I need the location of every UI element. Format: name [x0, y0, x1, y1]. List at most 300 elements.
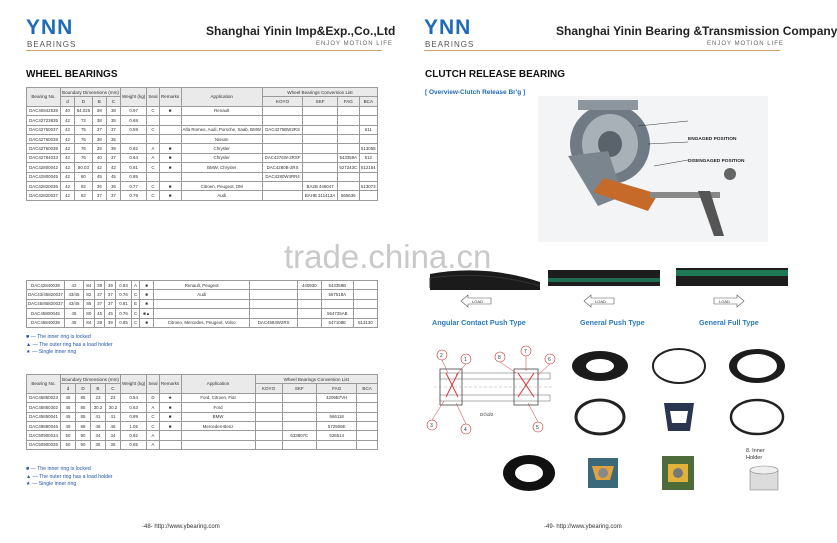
table-cell: A	[147, 440, 159, 449]
table-cell: A	[147, 153, 159, 162]
table-row	[27, 299, 378, 308]
table-cell	[357, 421, 378, 430]
table-cell: 513058	[359, 144, 377, 153]
table-cell	[357, 440, 378, 449]
table-cell: 0.68	[120, 116, 146, 125]
table-cell: 76	[75, 153, 93, 162]
table-cell: 42	[61, 153, 75, 162]
table-cell	[297, 318, 321, 327]
table-cell	[357, 431, 378, 440]
table-cell: DAC42760039	[27, 144, 61, 153]
table-cell	[282, 412, 317, 421]
table-row	[27, 153, 378, 162]
table-cell: DAC4275BW2RS	[262, 125, 302, 134]
brand-logo-sub: BEARINGS	[425, 40, 475, 49]
load-arrow-left-1	[460, 294, 492, 308]
table-cell	[359, 116, 377, 125]
svg-text:LOAD: LOAD	[472, 299, 483, 304]
component-thin-ring	[646, 342, 712, 390]
table-cell: ■	[159, 191, 181, 200]
table-cell: Renault, Peugeot	[153, 281, 250, 290]
table-cell: 23	[90, 393, 105, 402]
table-cell	[359, 134, 377, 143]
conv-col-0: KOYO	[255, 384, 282, 393]
table-cell: A	[147, 431, 159, 440]
table-cell	[262, 144, 302, 153]
table-cell	[250, 281, 297, 290]
table-cell	[282, 393, 317, 402]
component-bearing-section-2	[646, 448, 712, 498]
table-cell: 45	[64, 318, 83, 327]
table-cell: Chrysler	[181, 144, 262, 153]
table-cell: Chrysler	[181, 153, 262, 162]
table-cell	[159, 431, 181, 440]
table-cell: DAC42723835	[27, 116, 61, 125]
conv-col-1: SKF	[282, 384, 317, 393]
table-cell: ★	[159, 393, 181, 402]
table-cell	[255, 440, 282, 449]
table-cell: DAC45850023	[27, 393, 61, 402]
component-cage-segment	[646, 393, 712, 441]
table-cell: 90	[75, 440, 90, 449]
table-cell	[297, 290, 321, 299]
table-cell: 35	[90, 440, 105, 449]
svg-text:8: 8	[498, 355, 501, 361]
table-cell: DAC45800045	[27, 309, 65, 318]
table-cell: DAC42840039	[27, 281, 65, 290]
table-row	[27, 412, 378, 421]
table-2-body	[27, 281, 378, 328]
conv-col-2: FAG	[337, 97, 359, 106]
table-cell: 564725AB	[321, 309, 353, 318]
svg-text:LOAD: LOAD	[719, 299, 730, 304]
table-cell: 1.05	[120, 421, 146, 430]
table-cell: 46	[90, 421, 105, 430]
table-cell: 39	[94, 318, 105, 327]
table-cell: 23	[105, 393, 120, 402]
table-cell: 572506E	[317, 421, 357, 430]
page-footer: -48- http://www.ybearing.com	[142, 524, 220, 530]
table-cell: 37	[106, 125, 120, 134]
table-row	[27, 191, 378, 200]
table-cell	[303, 153, 338, 162]
table-cell	[337, 106, 359, 115]
dim-col-1: D	[75, 97, 93, 106]
table-cell	[353, 309, 377, 318]
dim-col-1: D	[75, 384, 90, 393]
table-cell: DAC49880046	[27, 421, 61, 430]
table-cell: 0.85	[116, 318, 132, 327]
table-cell: BMW	[181, 412, 255, 421]
svg-text:5: 5	[536, 425, 539, 431]
table-cell: 37	[106, 153, 120, 162]
table-cell: 0.64	[120, 153, 146, 162]
table-cell: 0.59	[120, 125, 146, 134]
table-cell: DAC4280B-2RS	[262, 163, 302, 172]
table-cell: 80.03	[75, 163, 93, 172]
brand-logo: YNN	[424, 16, 472, 39]
table-cell: 45	[105, 309, 116, 318]
col-seal: Seal	[147, 375, 159, 394]
motto: ENJOY MOTION LIFE	[316, 41, 393, 47]
table-cell: 35	[106, 116, 120, 125]
table-cell: C	[147, 163, 159, 172]
table-cell: 565636	[337, 191, 359, 200]
table-cell	[359, 191, 377, 200]
table-3-body	[27, 393, 378, 449]
table-cell: 88	[75, 421, 90, 430]
table-cell: 38	[92, 116, 106, 125]
company-name: Shanghai Yinin Bearing &Transmission Company	[556, 24, 837, 38]
table-cell: 41	[105, 412, 120, 421]
table-cell: 35	[105, 440, 120, 449]
table-cell: C	[147, 181, 159, 190]
dim-col-3: C	[105, 384, 120, 393]
table-cell	[250, 299, 297, 308]
table-cell	[262, 134, 302, 143]
brand-logo: YNN	[26, 16, 74, 39]
table-row	[27, 403, 378, 412]
table-cell	[147, 116, 159, 125]
table-cell: 37	[92, 191, 106, 200]
table-cell: 84.025	[75, 106, 93, 115]
table-cell: DAC42764033	[27, 153, 61, 162]
col-dimensions: Boundary Dimensions (mm)	[61, 375, 121, 384]
table-cell: 45	[61, 403, 76, 412]
table-cell	[159, 134, 181, 143]
table-row	[27, 106, 378, 115]
dim-col-3: C	[106, 97, 120, 106]
table-cell: 30.2	[105, 403, 120, 412]
table-cell: 0.81	[120, 163, 146, 172]
table-cell: DAC42760038	[27, 134, 61, 143]
table-row	[27, 144, 378, 153]
table-cell	[255, 412, 282, 421]
table-cell: 512154	[359, 163, 377, 172]
svg-text:2: 2	[440, 353, 443, 359]
table-cell: DAC42800042	[27, 163, 61, 172]
table-cell	[303, 144, 338, 153]
table-cell	[255, 393, 282, 402]
table-cell: 37	[105, 299, 116, 308]
clutch-assembly-diagram	[538, 96, 768, 242]
page-footer-right: -49- http://www.ybearing.com	[544, 524, 622, 530]
table-cell	[255, 431, 282, 440]
legend-1	[26, 334, 113, 357]
table-cell: ■	[159, 144, 181, 153]
engaged-position-label: ENGAGED POSITION	[688, 137, 737, 142]
svg-text:6: 6	[548, 357, 551, 363]
table-cell: 76	[75, 134, 93, 143]
table-cell	[282, 421, 317, 430]
table-cell: 50	[61, 440, 76, 449]
component-seal-ring	[567, 342, 633, 390]
table-cell	[159, 440, 181, 449]
table-cell	[153, 299, 250, 308]
table-cell	[353, 290, 377, 299]
table-cell: 42	[61, 191, 75, 200]
section-title: CLUTCH RELEASE BEARING	[425, 69, 566, 80]
table-cell: DAC50900034	[27, 431, 61, 440]
table-cell: 0.85	[120, 172, 146, 181]
table-cell	[181, 431, 255, 440]
col-weight: Weight (kg)	[120, 375, 146, 394]
table-cell	[357, 412, 378, 421]
header-divider	[26, 50, 382, 51]
table-cell: A	[131, 281, 139, 290]
component-plain-ring	[724, 393, 790, 441]
company-name: Shanghai Yinin Imp&Exp.,Co.,Ltd	[206, 24, 396, 38]
table-cell: DAC45840039	[27, 318, 65, 327]
col-conversion: Wheel Bearings Conversion List	[262, 88, 377, 97]
table-cell	[357, 403, 378, 412]
table-cell: 85	[83, 299, 94, 308]
table-cell: Ford	[181, 403, 255, 412]
table-cell: 39	[106, 144, 120, 153]
col-weight: Weight (kg)	[120, 88, 146, 107]
svg-text:4: 4	[464, 427, 467, 433]
table-cell: 566118	[317, 412, 357, 421]
table-cell: 39	[105, 318, 116, 327]
table-cell	[181, 440, 255, 449]
table-cell	[262, 106, 302, 115]
svg-text:LOAD: LOAD	[595, 299, 606, 304]
table-cell: 45	[106, 172, 120, 181]
col-remarks: Remarks	[159, 88, 181, 107]
table-cell: 513130	[353, 318, 377, 327]
table-cell: DAC42820037	[27, 191, 61, 200]
table-cell: 38	[92, 134, 106, 143]
table-cell	[255, 403, 282, 412]
table-cell: ■	[159, 106, 181, 115]
legend-item: ■ — The inner ring is locked	[26, 334, 91, 340]
wheel-bearing-table-3	[26, 374, 378, 450]
table-cell	[282, 403, 317, 412]
table-cell: 34	[90, 431, 105, 440]
conv-col-2: FAG	[317, 384, 357, 393]
table-cell: 49	[61, 421, 76, 430]
general-full-bearing-image	[676, 266, 788, 288]
table-cell: C	[147, 421, 159, 430]
table-cell: 43/45	[64, 299, 83, 308]
caption-angular-contact: Angular Contact Push Type	[432, 318, 526, 327]
table-cell: 39	[94, 281, 105, 290]
brand-logo-sub: BEARINGS	[27, 40, 77, 49]
component-rubber-seal	[496, 448, 562, 498]
col-bearing-no: Bearing No.	[27, 375, 61, 394]
table-cell: DAC50900035	[27, 440, 61, 449]
table-cell: 0.76	[116, 309, 132, 318]
table-cell: DAC42800045	[27, 172, 61, 181]
table-cell: 0.85	[120, 440, 146, 449]
table-cell: 80	[83, 309, 94, 318]
table-cell	[337, 125, 359, 134]
legend-item: ▲ — The outer ring has a load holder	[26, 473, 113, 480]
legend-item: ★ — Single inner ring	[26, 349, 77, 356]
table-cell: ■	[140, 290, 154, 299]
col-application: Application	[181, 88, 262, 107]
table-cell: DAC43/45820037	[27, 290, 65, 299]
table-cell: Ford, Citroen, Fiat	[181, 393, 255, 402]
legend-item: ■ — The inner ring is locked	[26, 466, 91, 472]
table-cell: 42	[61, 144, 75, 153]
table-cell: 90	[75, 431, 90, 440]
table-cell: C	[147, 191, 159, 200]
table-cell: BMW, Chrysler	[181, 163, 262, 172]
table-cell: 37	[92, 125, 106, 134]
conv-col-0: KOYO	[262, 97, 302, 106]
col-dimensions: Boundary Dimensions (mm)	[61, 88, 121, 97]
table-cell: 38	[106, 106, 120, 115]
table-cell	[317, 440, 357, 449]
legend-2	[26, 466, 113, 489]
table-row	[27, 125, 378, 134]
dim-col-2: B	[92, 97, 106, 106]
table-cell: ■	[159, 163, 181, 172]
conv-col-1: SKF	[303, 97, 338, 106]
dim-col-0: d	[61, 384, 76, 393]
dim-col-2: B	[90, 384, 105, 393]
table-cell	[250, 290, 297, 299]
table-cell: 39	[105, 281, 116, 290]
table-cell	[159, 116, 181, 125]
table-cell	[337, 134, 359, 143]
table-cell	[303, 116, 338, 125]
svg-text:1: 1	[464, 357, 467, 363]
table-cell: 46	[105, 421, 120, 430]
table-cell: DAC45850041	[27, 412, 61, 421]
table-cell: ■	[140, 318, 154, 327]
section-subtitle: [ Overview-Clutch Release Br'g ]	[425, 89, 526, 96]
table-cell	[303, 134, 338, 143]
table-cell: 85	[75, 412, 90, 421]
table-cell: ■	[159, 153, 181, 162]
section-title: WHEEL BEARINGS	[26, 69, 118, 80]
table-cell: C	[147, 125, 159, 134]
inner-holder-label: 8. Inner Holder	[746, 448, 765, 461]
table-cell: C	[147, 412, 159, 421]
wheel-bearing-table-2	[26, 280, 378, 328]
table-cell: 0.89	[120, 412, 146, 421]
table-cell: DAC4276W-2RSF	[262, 153, 302, 162]
table-cell: 72	[75, 116, 93, 125]
table-row	[27, 116, 378, 125]
table-cell: 633807C	[282, 431, 317, 440]
table-1-body	[27, 106, 378, 200]
table-cell	[337, 144, 359, 153]
table-cell: 0.54	[120, 393, 146, 402]
table-cell: 543359A	[337, 153, 359, 162]
table-row	[27, 421, 378, 430]
table-cell: 41	[90, 412, 105, 421]
table-cell: Citroen, Mercedes, Peugeot, Volvo	[153, 318, 250, 327]
table-row	[27, 318, 378, 327]
table-cell	[353, 299, 377, 308]
table-cell: 37	[94, 290, 105, 299]
table-cell	[297, 309, 321, 318]
table-row	[27, 393, 378, 402]
table-cell: 82	[75, 191, 93, 200]
col-application: Application	[181, 375, 255, 394]
table-cell: C	[131, 290, 139, 299]
table-cell: 82	[83, 290, 94, 299]
table-cell: 42	[61, 181, 75, 190]
table-cell	[359, 172, 377, 181]
table-cell: 0.77	[120, 181, 146, 190]
table-row	[27, 181, 378, 190]
table-cell: 527243C	[337, 163, 359, 172]
table-cell: 42	[61, 116, 75, 125]
table-cell: Citroen, Peugeot, DM	[181, 181, 262, 190]
table-cell: 45	[61, 393, 76, 402]
table-cell: 35	[106, 134, 120, 143]
table-cell: ■	[159, 412, 181, 421]
table-cell: 0.81	[116, 299, 132, 308]
table-cell: DAC4584W2RS	[250, 318, 297, 327]
table-row	[27, 172, 378, 181]
watermark: trade.china.cn	[284, 238, 492, 275]
inner-holder-image	[746, 464, 782, 494]
table-cell	[159, 125, 181, 134]
table-cell	[255, 421, 282, 430]
table-cell: 0.63	[120, 403, 146, 412]
table-cell: 0.93	[116, 281, 132, 290]
table-cell: 84	[83, 281, 94, 290]
table-cell: 0.82	[120, 144, 146, 153]
table-cell: 611	[359, 125, 377, 134]
table-cell: 36	[106, 181, 120, 190]
table-cell	[337, 181, 359, 190]
table-cell: 4209B7VH	[317, 393, 357, 402]
table-cell: ■	[159, 181, 181, 190]
table-cell: ■	[140, 281, 154, 290]
legend-item: ▲ — The outer ring has a load holder	[26, 341, 113, 348]
col-remarks: Remarks	[159, 375, 181, 394]
table-cell	[181, 116, 262, 125]
table-cell	[181, 172, 262, 181]
table-cell: 42	[64, 281, 83, 290]
table-cell	[120, 134, 146, 143]
table-cell	[262, 181, 302, 190]
svg-text:3: 3	[430, 423, 433, 429]
table-cell: 43/45	[64, 290, 83, 299]
table-cell: ■▲	[140, 309, 154, 318]
table-cell	[303, 163, 338, 172]
table-cell: C	[131, 309, 139, 318]
table-cell	[303, 172, 338, 181]
table-row	[27, 431, 378, 440]
table-cell: 42	[106, 163, 120, 172]
table-cell	[262, 116, 302, 125]
component-wide-ring	[724, 342, 790, 390]
table-cell: 0.79	[120, 191, 146, 200]
table-cell	[303, 106, 338, 115]
component-flat-washer	[567, 393, 633, 441]
table-cell	[147, 134, 159, 143]
table-cell: 40	[92, 153, 106, 162]
table-cell: 50	[61, 431, 76, 440]
table-cell: C	[131, 318, 139, 327]
table-cell	[250, 309, 297, 318]
table-row	[27, 309, 378, 318]
dim-col-0: d	[61, 97, 75, 106]
table-cell: 38	[92, 106, 106, 115]
table-cell: Audi	[181, 191, 262, 200]
table-cell: 82	[75, 181, 93, 190]
table-cell: DAC4280W4RR4	[262, 172, 302, 181]
table-cell: 0.76	[116, 290, 132, 299]
table-cell: 0.82	[120, 431, 146, 440]
